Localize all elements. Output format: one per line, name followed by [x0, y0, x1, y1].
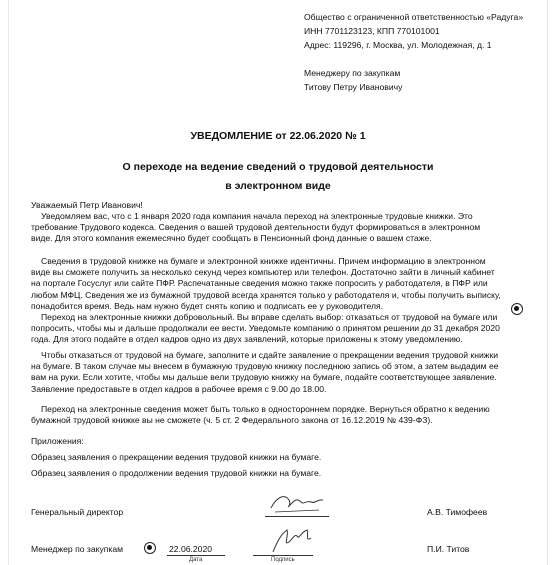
recipient-name: Титову Петру Ивановичу	[304, 82, 403, 92]
document-page	[8, 0, 548, 565]
attachment-1: Образец заявления о прекращении ведения трудовой книжки на бумаге.	[31, 452, 322, 462]
director-signature	[267, 490, 327, 516]
recipient-position: Менеджеру по закупкам	[304, 68, 401, 78]
company-inn-kpp: ИНН 7701123123, КПП 770101001	[304, 26, 440, 36]
notice-subject-line1: О переходе на ведение сведений о трудовой деятельности	[122, 161, 434, 173]
director-position: Генеральный директор	[31, 507, 124, 517]
paragraph-2: Сведения в трудовой книжке на бумаге и электронной книжке идентичны. Причем информацию в электронном виде вы сможете получить за несколько секунд через компьютер или телефон. Достаточно зайти в личный кабинет на портале Госуслуг или сайте ПФР. Распечатанные сведения можно также попросить у работодателя, в ПФР или любом МФЦ. Сведения же из бумажной трудовой всегда хранятся только у работодателя и, чтобы получить выписку, понадобится время. Ведь нам нужно будет снять копию и подписать ее у руководителя.	[31, 256, 501, 311]
attachments-label: Приложения:	[31, 436, 84, 446]
manager-signature	[267, 524, 317, 556]
date-caption: Дата	[189, 557, 203, 563]
director-name: А.В. Тимофеев	[427, 507, 488, 517]
manager-position: Менеджер по закупкам	[31, 544, 124, 554]
date-line	[167, 555, 225, 556]
notice-title: УВЕДОМЛЕНИЕ от 22.06.2020 № 1	[190, 130, 366, 142]
greeting: Уважаемый Петр Иванович!	[31, 200, 143, 210]
paragraph-4: Чтобы отказаться от трудовой на бумаге, заполните и сдайте заявление о прекращении ведения трудовой книжки на бумаге. В таком случае мы внесем в бумажную трудовую книжку последнюю запись об этом, а затем выдадим ее вам на руки. Если хотите, чтобы мы дальше вели трудовую книжку на бумаге, подайте соответствующее заявление. Заявление предоставьте в отдел кадров в рабочее время с 9.00 до 18.00.	[31, 350, 499, 394]
signature-caption: Подпись	[271, 557, 295, 563]
director-signature-line	[265, 516, 329, 517]
radio-button-choice[interactable]	[511, 303, 523, 315]
notice-subject-line2: в электронном виде	[225, 180, 331, 192]
signature-line	[253, 555, 313, 556]
attachment-2: Образец заявления о продолжении ведения трудовой книжки на бумаге.	[31, 468, 322, 478]
radio-button-date[interactable]	[144, 542, 156, 554]
company-name: Общество с ограниченной ответственностью «Радуга»	[304, 12, 524, 22]
company-address: Адрес: 119296, г. Москва, ул. Молодежная, д. 1	[304, 40, 492, 50]
manager-name: П.И. Титов	[427, 544, 470, 554]
manager-date: 22.06.2020	[169, 544, 213, 554]
paragraph-1: Уведомляем вас, что с 1 января 2020 года компания начала переход на электронные трудовые книжки. Это требование Трудового кодекса. Сведения о вашей трудовой деятельности будут формироваться в электронном виде. Для этого компания ежемесячно будет сообщать в Пенсионный фонд данные о вашем стаже.	[31, 211, 481, 244]
paragraph-3: Переход на электронные книжки добровольный. Вы вправе сделать выбор: отказаться от трудовой на бумаге или попросить, чтобы мы и дальше продолжали ее вести. Уведомьте компанию о принятом решении до 31 декабря 2020 года. Для этого подайте в отдел кадров одно из двух заявлений, которые приложены к этому уведомлению.	[31, 312, 500, 345]
paragraph-5: Переход на электронные сведения может быть только в одностороннем порядке. Вернуться обратно к ведению бумажной трудовой книжке вы не сможете (ч. 5 ст. 2 Федерального закона от 16.12.2019 № 439-ФЗ).	[31, 404, 490, 426]
